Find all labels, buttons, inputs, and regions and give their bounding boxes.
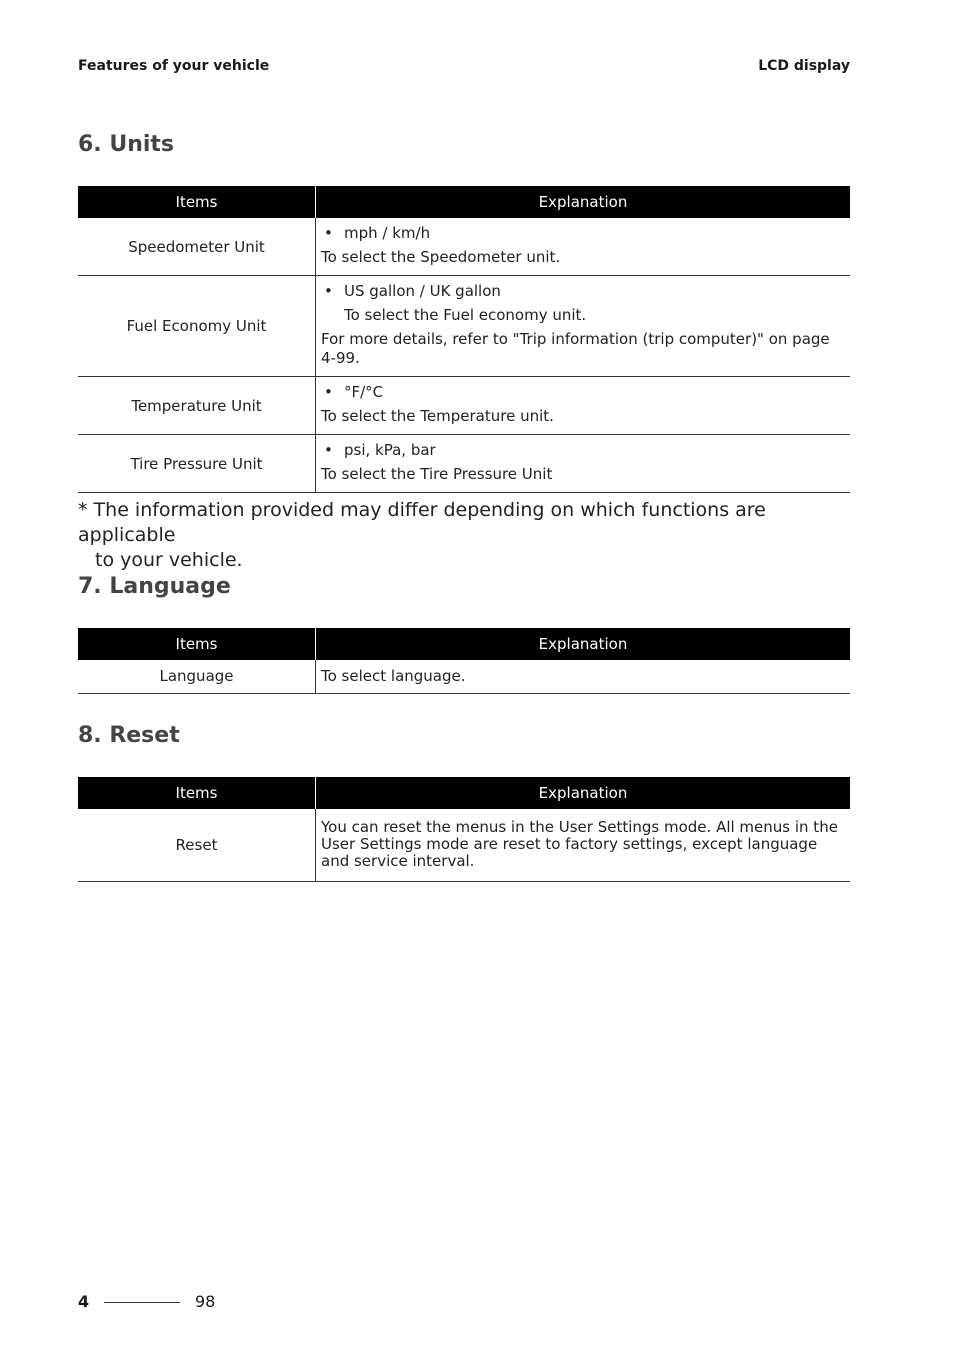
footer-divider	[104, 1302, 180, 1303]
table-header-row	[78, 777, 850, 809]
footer-chapter-number: 4	[78, 1292, 90, 1311]
item-reset: Reset	[78, 809, 316, 881]
table-row	[78, 377, 850, 435]
explanation-text: To select the Temperature unit.	[321, 407, 554, 425]
bullet-item	[321, 224, 842, 243]
bullet-item	[321, 441, 842, 460]
units-table	[78, 186, 850, 493]
footnote-text-line2: to your vehicle.	[95, 549, 243, 571]
bullet-subtext: To select the Fuel economy unit.	[344, 306, 587, 324]
page-footer	[78, 1292, 278, 1314]
column-header-items: Items	[78, 186, 316, 218]
item-tire-pressure-unit: Tire Pressure Unit	[78, 435, 316, 493]
explanation-cell	[316, 218, 851, 276]
item-language: Language	[78, 660, 316, 693]
table-row	[78, 660, 850, 693]
table-header-row	[78, 628, 850, 660]
column-header-items: Items	[78, 628, 316, 660]
bullet-icon: •	[324, 383, 333, 401]
column-header-explanation: Explanation	[316, 628, 851, 660]
explanation-cell	[316, 276, 851, 377]
bullet-icon: •	[324, 441, 333, 459]
item-fuel-economy-unit: Fuel Economy Unit	[78, 276, 316, 377]
section-title-units: 6. Units	[78, 132, 175, 157]
item-speedometer-unit: Speedometer Unit	[78, 218, 316, 276]
explanation-text: To select the Tire Pressure Unit	[321, 465, 553, 483]
bullet-icon: •	[324, 224, 333, 242]
bullet-text: mph / km/h	[344, 224, 431, 242]
units-footnote	[78, 498, 858, 573]
header-section-title: LCD display	[758, 58, 850, 74]
bullet-icon: •	[324, 282, 333, 300]
table-row	[78, 809, 850, 881]
bullet-item	[321, 282, 842, 301]
bullet-text: psi, kPa, bar	[344, 441, 436, 459]
explanation-text: For more details, refer to "Trip information (trip computer)" on page 4-99.	[321, 330, 830, 367]
footnote-mark: *	[78, 499, 88, 521]
explanation-cell	[316, 435, 851, 493]
column-header-explanation: Explanation	[316, 186, 851, 218]
bullet-text: °F/°C	[344, 383, 384, 401]
footer-page-number: 98	[195, 1292, 216, 1311]
table-row	[78, 276, 850, 377]
column-header-explanation: Explanation	[316, 777, 851, 809]
page-header	[78, 58, 850, 80]
section-title-reset: 8. Reset	[78, 723, 180, 748]
table-row	[78, 435, 850, 493]
item-temperature-unit: Temperature Unit	[78, 377, 316, 435]
bullet-text: US gallon / UK gallon	[344, 282, 501, 300]
section-title-language: 7. Language	[78, 574, 231, 599]
footnote-text-line1: The information provided may differ depending on which functions are applicable	[78, 499, 766, 546]
explanation-text: To select the Speedometer unit.	[321, 248, 561, 266]
language-table	[78, 628, 850, 694]
header-chapter-title: Features of your vehicle	[78, 58, 270, 74]
column-header-items: Items	[78, 777, 316, 809]
bullet-item	[321, 383, 842, 402]
table-header-row	[78, 186, 850, 218]
explanation-text: You can reset the menus in the User Settings mode. All menus in the User Settings mode are reset to factory settings, except language and service interval.	[316, 809, 851, 881]
table-row	[78, 218, 850, 276]
reset-table	[78, 777, 850, 882]
explanation-text: To select language.	[316, 660, 851, 693]
explanation-cell	[316, 377, 851, 435]
